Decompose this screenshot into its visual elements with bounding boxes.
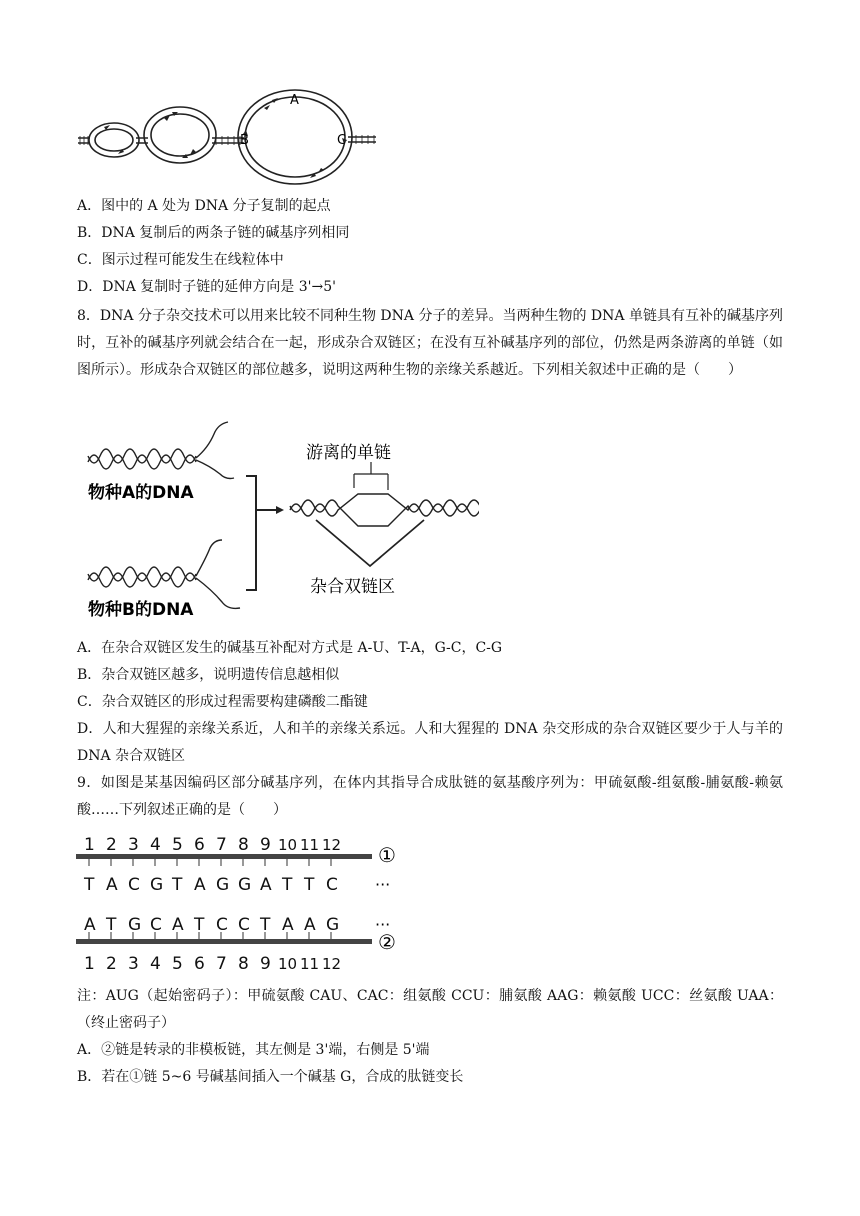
strand2-base: G — [326, 915, 340, 935]
label-species-a: 物种A的DNA — [88, 483, 194, 503]
q8-option-a: A．在杂合双链区发生的碱基互补配对方式是 A-U、T-A，G-C，C-G — [77, 640, 503, 656]
top-number: 6 — [194, 835, 205, 855]
replication-figure — [76, 82, 381, 190]
strand1-ellipsis: ··· — [375, 875, 391, 894]
strand1-base: T — [172, 875, 183, 895]
sequence-figure — [76, 826, 406, 974]
bottom-number: 2 — [106, 954, 117, 974]
q7-option-a: A．图中的 A 处为 DNA 分子复制的起点 — [77, 198, 331, 214]
strand2-mark: ② — [378, 930, 396, 954]
bottom-number: 9 — [260, 954, 271, 974]
bottom-number: 10 — [278, 955, 298, 973]
strand1-base: A — [106, 875, 118, 895]
q9-stem: 9．如图是某基因编码区部分碱基序列，在体内其指导合成肽链的氨基酸序列为：甲硫氨酸-组氨酸-脯氨酸-赖氨酸……下列叙述正确的是（ ） — [77, 775, 783, 818]
strand2-ellipsis: ··· — [375, 915, 391, 934]
strand2-base: T — [260, 915, 271, 935]
q9-option-b: B．若在①链 5~6 号碱基间插入一个碱基 G，合成的肽链变长 — [77, 1069, 464, 1085]
top-number: 10 — [278, 836, 298, 854]
top-number: 4 — [150, 835, 161, 855]
strand2-base: G — [128, 915, 142, 935]
label-free-strand: 游离的单链 — [306, 443, 391, 463]
bottom-number: 6 — [194, 954, 205, 974]
strand1-mark: ① — [378, 843, 396, 867]
strand1-base: T — [282, 875, 293, 895]
strand2-base: T — [106, 915, 117, 935]
strand2-base: A — [172, 915, 184, 935]
q8-option-d: D．人和大猩猩的亲缘关系近，人和羊的亲缘关系远。人和大猩猩的 DNA 杂交形成的杂合双链区要少于人与羊的 DNA 杂合双链区 — [77, 721, 783, 764]
bottom-number: 1 — [84, 954, 95, 974]
top-number: 12 — [322, 836, 342, 854]
label-a: A — [290, 93, 299, 108]
label-hybrid: 杂合双链区 — [310, 577, 395, 597]
q7-option-c: C．图示过程可能发生在线粒体中 — [77, 252, 284, 268]
top-number: 3 — [128, 835, 139, 855]
q7-option-d: D．DNA 复制时子链的延伸方向是 3'→5' — [77, 279, 336, 295]
hybridization-figure — [84, 418, 479, 623]
strand1-base: T — [84, 875, 95, 895]
strand2-base: C — [238, 915, 250, 935]
strand2-base: C — [216, 915, 228, 935]
label-species-b: 物种B的DNA — [88, 600, 194, 620]
strand1-base: G — [216, 875, 230, 895]
bottom-number: 4 — [150, 954, 161, 974]
top-number: 9 — [260, 835, 271, 855]
strand1-base: G — [238, 875, 252, 895]
top-number: 8 — [238, 835, 249, 855]
strand1-base: T — [304, 875, 315, 895]
bottom-number: 3 — [128, 954, 139, 974]
top-number: 2 — [106, 835, 117, 855]
top-number: 1 — [84, 835, 95, 855]
q8-option-b: B．杂合双链区越多，说明遗传信息越相似 — [77, 667, 340, 683]
top-number: 7 — [216, 835, 227, 855]
bottom-number: 7 — [216, 954, 227, 974]
strand2-base: C — [150, 915, 162, 935]
strand1-base: G — [150, 875, 164, 895]
label-b: B — [240, 133, 249, 148]
strand1-base: C — [326, 875, 338, 895]
strand1-base: A — [260, 875, 272, 895]
strand1-base: A — [194, 875, 206, 895]
strand2-base: A — [282, 915, 294, 935]
bottom-number: 11 — [300, 955, 320, 973]
label-c: C — [337, 133, 347, 148]
q9-note: 注：AUG（起始密码子）：甲硫氨酸 CAU、CAC：组氨酸 CCU：脯氨酸 AAG：赖氨酸 UCC：丝氨酸 UAA：（终止密码子） — [77, 988, 783, 1031]
bottom-number: 8 — [238, 954, 249, 974]
q8-stem: 8．DNA 分子杂交技术可以用来比较不同种生物 DNA 分子的差异。当两种生物的 DNA 单链具有互补的碱基序列时，互补的碱基序列就会结合在一起，形成杂合双链区；在没有互补碱基序列的部位，仍然是两条游离的单链（如图所示）。形成杂合双链区的部位越多，说明这两种生物的亲缘关系越近。下列相关叙述中正确的是（ ） — [77, 308, 783, 378]
strand2-base: A — [304, 915, 316, 935]
strand2-base: A — [84, 915, 96, 935]
bottom-number: 12 — [322, 955, 342, 973]
strand2-base: T — [194, 915, 205, 935]
q9-option-a: A．②链是转录的非模板链，其左侧是 3'端，右侧是 5'端 — [77, 1042, 430, 1058]
top-number: 11 — [300, 836, 320, 854]
top-number: 5 — [172, 835, 183, 855]
q7-option-b: B．DNA 复制后的两条子链的碱基序列相同 — [77, 225, 350, 241]
strand1-base: C — [128, 875, 140, 895]
bottom-number: 5 — [172, 954, 183, 974]
q8-option-c: C．杂合双链区的形成过程需要构建磷酸二酯键 — [77, 694, 368, 710]
